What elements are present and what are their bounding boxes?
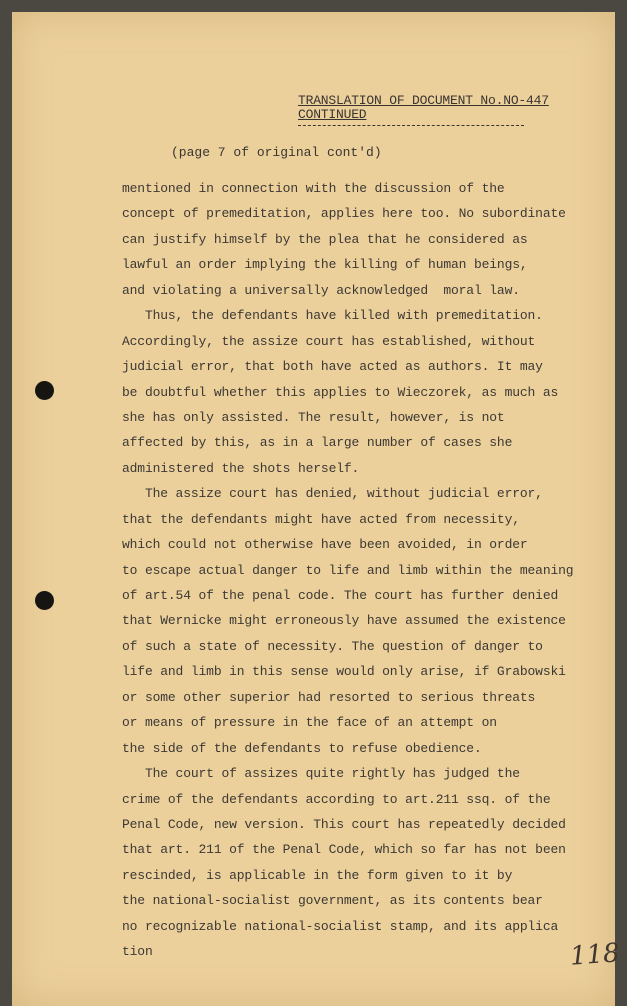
header-title: TRANSLATION OF DOCUMENT No.NO-447 [298,93,549,108]
text-line: she has only assisted. The result, however, is not [122,409,505,425]
text-line: Penal Code, new version. This court has repeatedly decided [122,816,566,832]
text-line: The assize court has denied, without judicial error, [122,486,543,502]
text-line: affected by this, as in a large number of cases she [122,435,513,451]
header-rule [298,125,524,126]
text-line: Thus, the defendants have killed with premeditation. [122,308,543,324]
punch-hole-top [35,381,54,400]
text-line: crime of the defendants according to art.211 ssq. of the [122,791,551,807]
text-line: that the defendants might have acted from necessity, [122,511,520,527]
text-line: that Wernicke might erroneously have assumed the existence [122,613,566,629]
text-line: or some other superior had resorted to serious threats [122,689,536,705]
text-line: rescinded, is applicable in the form given to it by [122,867,513,883]
text-line: that art. 211 of the Penal Code, which so far has not been [122,842,566,858]
text-line: or means of pressure in the face of an attempt on [122,715,497,731]
text-line: of art.54 of the penal code. The court has further denied [122,588,559,603]
text-line: tion [122,944,153,960]
text-line: The court of assizes quite rightly has judged the [122,766,520,782]
text-line: mentioned in connection with the discussion of the [122,181,505,196]
text-line: to escape actual danger to life and limb within the meaning [122,562,574,578]
page-reference: (page 7 of original cont'd) [171,145,382,160]
text-line: can justify himself by the plea that he considered as [122,231,528,247]
text-line: life and limb in this sense would only arise, if Grabowski [122,664,566,680]
text-line: be doubtful whether this applies to Wieczorek, as much as [122,384,559,400]
text-line: concept of premeditation, applies here too. No subordinate [122,206,566,222]
text-line: the national-socialist government, as its contents bear [122,893,543,909]
punch-hole-bottom [35,591,54,610]
text-line: no recognizable national-socialist stamp, and its applica [122,918,559,934]
text-line: which could not otherwise have been avoided, in order [122,537,528,553]
handwritten-page-number: 118 [569,938,621,972]
text-line: the side of the defendants to refuse obedience. [122,740,482,756]
text-line: Accordingly, the assize court has established, without [122,333,536,349]
text-line: of such a state of necessity. The question of danger to [122,638,543,654]
body-text [122,176,592,965]
text-line: administered the shots herself. [122,460,360,476]
header-continued: CONTINUED [298,107,367,122]
text-line: and violating a universally acknowledged moral law. [122,282,520,298]
text-line: judicial error, that both have acted as authors. It may [122,359,543,375]
document-header [298,94,549,122]
text-line: lawful an order implying the killing of human beings, [122,257,528,273]
